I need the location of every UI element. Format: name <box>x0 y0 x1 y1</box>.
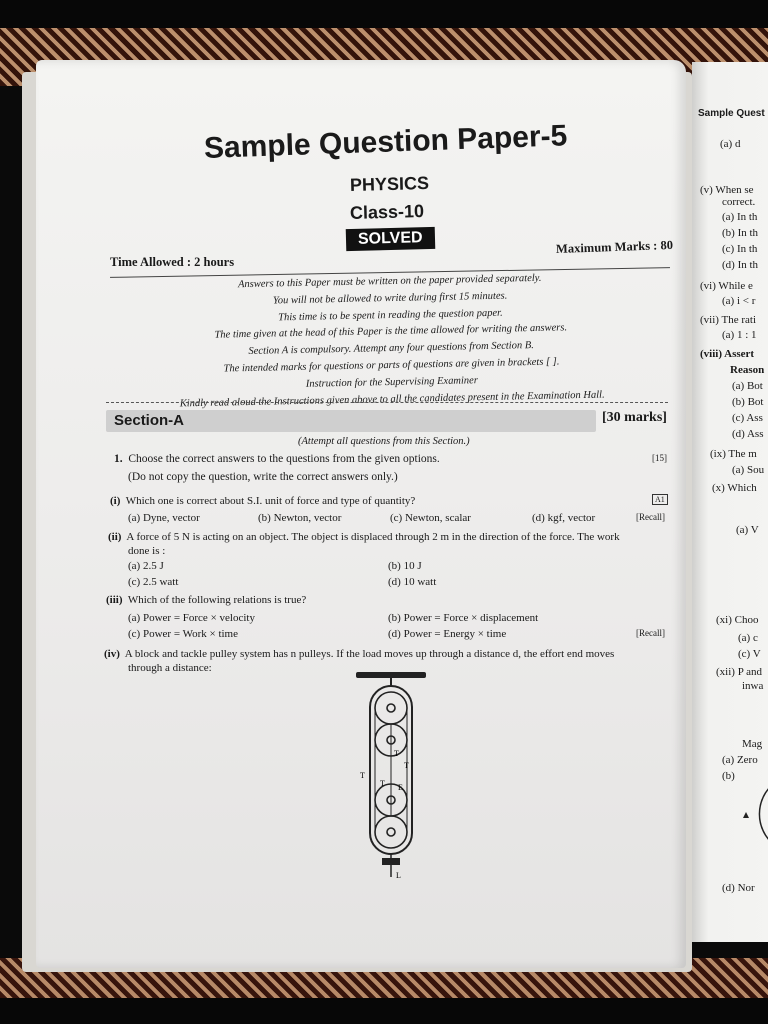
fragment-line: (b) In th <box>722 227 759 239</box>
section-marks: [30 marks] <box>602 410 667 425</box>
fragment-line: (a) V <box>736 524 759 536</box>
question-marks: [15] <box>652 453 667 463</box>
question-text: Which one is correct about S.I. unit of force and type of quantity? <box>125 495 416 507</box>
top-background <box>0 0 768 28</box>
instruction-line: Section A is compulsory. Attempt any four questions from Section B. <box>248 340 534 358</box>
fragment-line: Reason <box>730 364 765 376</box>
field-diagram-fragment <box>738 774 768 854</box>
load-label: L <box>396 871 401 880</box>
fragment-line: (a) Sou <box>732 464 765 476</box>
fragment-line: (b) <box>722 770 735 782</box>
fragment-line: (xi) Choo <box>716 614 759 626</box>
time-allowed: Time Allowed : 2 hours <box>110 255 235 269</box>
solved-badge: SOLVED <box>346 227 435 251</box>
paper-title: Sample Question Paper-5 <box>203 119 568 165</box>
fragment-line: (xii) P and <box>716 666 763 678</box>
fragment-line: (viii) Assert <box>700 348 755 360</box>
option: (b) 10 J <box>388 560 422 572</box>
option: (c) Power = Work × time <box>128 628 238 640</box>
instruction-line: The intended marks for questions or parts of questions are given in brackets [ ]. <box>223 356 560 375</box>
question-ii <box>108 531 620 543</box>
ceiling-support <box>356 672 426 678</box>
fragment-line: (a) In th <box>722 211 758 223</box>
fragment-line: (a) 1 : 1 <box>722 329 757 341</box>
question-iv <box>104 648 614 660</box>
fragment-line: Mag <box>742 738 763 750</box>
fragment-line: (vii) The rati <box>700 314 756 326</box>
option: (d) kgf, vector <box>532 512 596 524</box>
fragment-line: (a) i < r <box>722 295 756 307</box>
effort-label: E <box>398 783 403 792</box>
option: (a) Power = Force × velocity <box>128 612 255 624</box>
option: (c) Newton, scalar <box>390 512 471 524</box>
instruction-line: Kindly read aloud the Instructions given above to all the candidates present in the Examination Hall. <box>179 389 605 410</box>
fragment-line: (c) Ass <box>732 412 763 424</box>
fragment-line: (vi) While e <box>700 280 753 292</box>
option: (c) 2.5 watt <box>128 576 179 588</box>
class-heading: Class-10 <box>349 201 425 223</box>
fragment-line: (v) When se <box>700 184 754 196</box>
tension-label: T <box>404 761 409 770</box>
fragment-line: (a) Bot <box>732 380 763 392</box>
question-text-cont: done is : <box>128 545 166 557</box>
fragment-line: inwa <box>742 680 764 692</box>
question-iii <box>106 594 306 606</box>
question-1 <box>114 453 440 465</box>
instruction-line: Answers to this Paper must be written on the paper provided separately. <box>237 272 542 291</box>
instructions-block <box>155 269 628 413</box>
running-header: Sample Quest <box>698 108 765 119</box>
question-text: Choose the correct answers to the questions from the given options. <box>128 453 440 465</box>
question-text: A block and tackle pulley system has n pulleys. If the load moves up through a distance d, the effort end moves <box>124 648 615 660</box>
option: (b) Power = Force × displacement <box>388 612 539 624</box>
question-i <box>110 495 415 507</box>
option: (d) 10 watt <box>388 576 437 588</box>
instruction-line: You will not be allowed to write during first 15 minutes. <box>272 290 508 307</box>
fragment-line: (x) Which <box>712 482 757 494</box>
category-tag: [Recall] <box>636 512 665 522</box>
fragment-line: (ix) The m <box>710 448 757 460</box>
question-number: (iii) <box>106 594 123 606</box>
instruction-line: This time is to be spent in reading the question paper. <box>278 307 503 323</box>
section-attempt-note: (Attempt all questions from this Section.) <box>298 436 470 447</box>
option: (d) Power = Energy × time <box>388 628 507 640</box>
fragment-line: (d) Ass <box>732 428 764 440</box>
fragment-line: (d) Nor <box>722 882 755 894</box>
next-page-fragment <box>692 62 768 942</box>
maximum-marks: Maximum Marks : 80 <box>555 237 674 257</box>
question-number: 1. <box>114 453 123 465</box>
tension-label: T <box>360 771 365 780</box>
a1-tag: A1 <box>652 494 668 505</box>
option: (b) Newton, vector <box>258 512 342 524</box>
tension-label: T <box>394 749 399 758</box>
instruction-line: Instruction for the Supervising Examiner <box>305 374 478 390</box>
fragment-line: (a) d <box>720 138 741 150</box>
block-and-tackle-pulley-diagram <box>356 672 426 882</box>
fragment-line: (c) In th <box>722 243 758 255</box>
question-number: (iv) <box>104 648 120 660</box>
question-number: (i) <box>110 495 121 507</box>
category-tag: [Recall] <box>636 628 665 638</box>
fragment-line: (a) c <box>738 632 758 644</box>
instruction-line: The time given at the head of this Paper is the time allowed for writing the answers. <box>214 322 568 342</box>
fragment-line: (a) Zero <box>722 754 758 766</box>
dashed-divider <box>106 402 668 403</box>
fragment-line: (d) In th <box>722 259 759 271</box>
question-text-cont: through a distance: <box>128 662 212 674</box>
subject-heading: PHYSICS <box>349 172 430 196</box>
option: (a) 2.5 J <box>128 560 164 572</box>
question-paper-page <box>36 60 686 968</box>
question-text: Which of the following relations is true? <box>127 594 307 606</box>
question-note: (Do not copy the question, write the correct answers only.) <box>128 471 398 483</box>
fragment-line: (c) V <box>738 648 761 660</box>
question-number: (ii) <box>108 531 122 543</box>
question-text: A force of 5 N is acting on an object. The object is displaced through 2 m in the direction of the force. The work <box>126 531 620 543</box>
bottom-background <box>0 998 768 1024</box>
section-label: Section-A <box>114 412 185 429</box>
fragment-line: correct. <box>722 196 756 208</box>
fragment-line: (b) Bot <box>732 396 764 408</box>
tension-label: T <box>380 779 385 788</box>
option: (a) Dyne, vector <box>128 512 200 524</box>
